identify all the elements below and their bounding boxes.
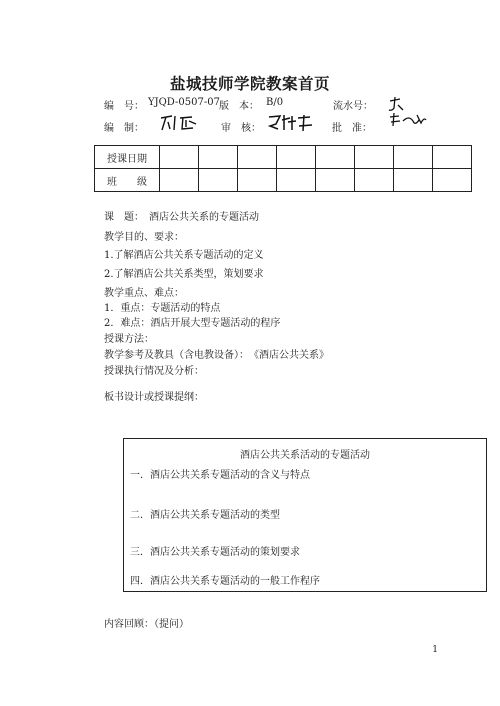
page-title: 盐城技师学院教案首页 bbox=[169, 75, 330, 93]
keypoint-item: 2．难点：酒店开展大型专题活动的程序 bbox=[104, 318, 281, 329]
code-label: 编 号： bbox=[104, 101, 144, 112]
outline-title: 酒店公共关系活动的专题活动 bbox=[240, 450, 370, 461]
outline-box bbox=[123, 438, 487, 592]
topic-line: 课 题： 酒店公共关系的专题活动 bbox=[104, 212, 259, 223]
goals-heading: 教学目的、要求： bbox=[104, 232, 184, 243]
goal-item: 1.了解酒店公共关系专题活动的定义 bbox=[104, 250, 264, 261]
outline-item: 二．酒店公共关系专题活动的类型 bbox=[130, 510, 280, 521]
version-value: B/0 bbox=[266, 97, 284, 108]
approver-signature bbox=[387, 111, 429, 131]
goal-item: 2.了解酒店公共关系类型，策划要求 bbox=[104, 269, 264, 280]
references-line: 教学参考及教具（含电教设备）： 《酒店公共关系》 bbox=[104, 350, 329, 361]
board-heading: 板书设计或授课提纲： bbox=[104, 392, 204, 403]
review-line: 内容回顾：（提问） bbox=[104, 619, 189, 630]
serial-label: 流水号： bbox=[333, 101, 373, 112]
keypoints-heading: 教学重点、难点： bbox=[104, 288, 184, 299]
code-value: YJQD-0507-07 bbox=[148, 97, 220, 108]
reviewer-label: 审 核： bbox=[221, 123, 261, 134]
page-number: 1 bbox=[432, 645, 438, 655]
compiler-signature bbox=[158, 112, 200, 134]
keypoint-item: 1．重点：专题活动的特点 bbox=[104, 303, 221, 314]
compiler-label: 编 制： bbox=[104, 123, 144, 134]
approver-label: 批 准： bbox=[332, 123, 372, 134]
table-row bbox=[95, 169, 472, 192]
method-line: 授课方法： bbox=[104, 334, 154, 345]
execution-line: 授课执行情况及分析： bbox=[104, 366, 204, 377]
reviewer-signature bbox=[266, 112, 316, 134]
outline-item: 四．酒店公共关系专题活动的一般工作程序 bbox=[130, 576, 320, 587]
schedule-table bbox=[94, 145, 472, 192]
class-label: 班 级 bbox=[95, 169, 160, 192]
outline-item: 三．酒店公共关系专题活动的策划要求 bbox=[130, 547, 300, 558]
version-label: 版 本： bbox=[219, 101, 259, 112]
table-row bbox=[95, 146, 472, 169]
class-date-label: 授课日期 bbox=[95, 146, 160, 169]
outline-item: 一．酒店公共关系专题活动的含义与特点 bbox=[130, 470, 310, 481]
